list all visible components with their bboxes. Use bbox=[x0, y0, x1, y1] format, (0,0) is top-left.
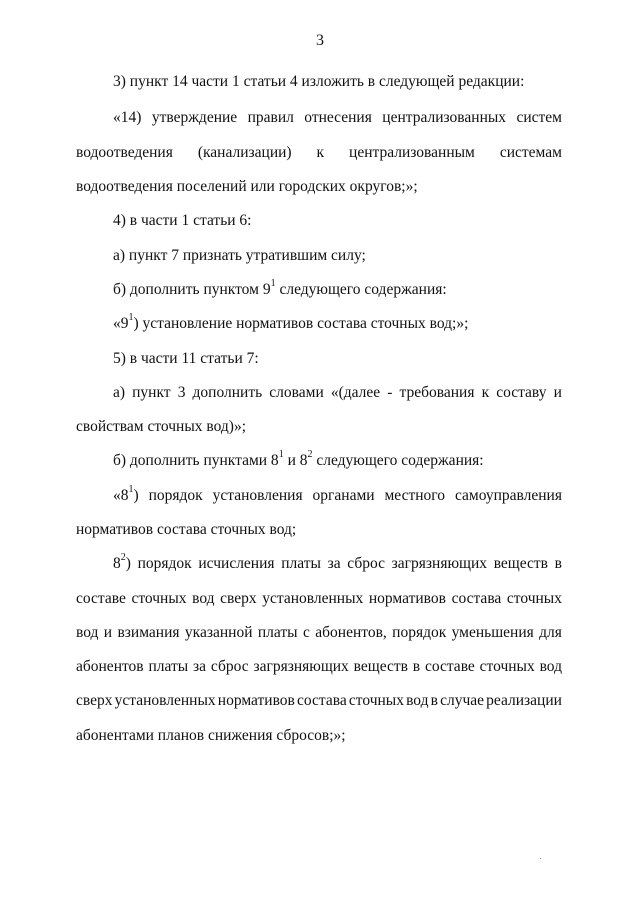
item-5a-line-2: свойствам сточных вод)»; bbox=[76, 418, 247, 435]
item-3-line: 3) пункт 14 части 1 статьи 4 изложить в следующей редакции: bbox=[113, 73, 525, 90]
item-8-1-line-1: «$8^1$) порядок установления органами местного самоуправления bbox=[113, 483, 562, 504]
word: (канализации) bbox=[197, 144, 292, 161]
item-8-2-line-2: составе сточных вод сверх установленных нормативов состава сточных bbox=[76, 590, 562, 607]
item-14-line-1 bbox=[113, 108, 562, 128]
word: «14) bbox=[113, 109, 142, 126]
item-14-line-2 bbox=[76, 143, 562, 163]
item-9-1-line: «$9^1$) установление нормативов состава сточных вод;»; bbox=[113, 311, 469, 332]
word: централизованным bbox=[349, 144, 475, 161]
word: водоотведения bbox=[76, 144, 173, 161]
word: правил bbox=[247, 109, 294, 126]
item-8-2-line-5: сверх установленных нормативов состава сточных вод в случае реализации bbox=[76, 692, 562, 709]
item-8-1-line-2: нормативов состава сточных вод; bbox=[76, 521, 297, 538]
item-8-2-line-4: абонентов платы за сброс загрязняющих веществ в составе сточных вод bbox=[76, 658, 562, 675]
page-number: 3 bbox=[316, 32, 324, 49]
word: к bbox=[316, 144, 325, 161]
item-14-line-3: водоотведения поселений или городских округов;»; bbox=[76, 178, 418, 195]
item-5a-line-1: а) пункт 3 дополнить словами «(далее - требования к составу и bbox=[113, 384, 562, 401]
word: утверждение bbox=[151, 109, 238, 126]
word: отнесения bbox=[304, 109, 372, 126]
word: системам bbox=[499, 144, 562, 161]
item-8-2-line-1: $8^2$) порядок исчисления платы за сброс загрязняющих веществ в bbox=[113, 551, 562, 572]
word: систем bbox=[516, 109, 562, 126]
item-5-line: 5) в части 11 статьи 7: bbox=[113, 350, 259, 367]
item-8-2-line-3: вод и взимания указанной платы с абонентов, порядок уменьшения для bbox=[76, 624, 562, 641]
word: централизованных bbox=[382, 109, 507, 126]
item-8-2-line-6: абонентами планов снижения сбросов;»; bbox=[76, 727, 346, 744]
item-4-line: 4) в части 1 статьи 6: bbox=[113, 212, 252, 229]
item-5b-line: б) дополнить пунктами $8^1$ и $8^2$ следующего содержания: bbox=[113, 448, 484, 469]
item-4a-line: а) пункт 7 признать утратившим силу; bbox=[113, 247, 366, 264]
item-4b-line: б) дополнить пунктом $9^1$ следующего содержания: bbox=[113, 277, 447, 298]
scan-speck bbox=[540, 858, 541, 859]
